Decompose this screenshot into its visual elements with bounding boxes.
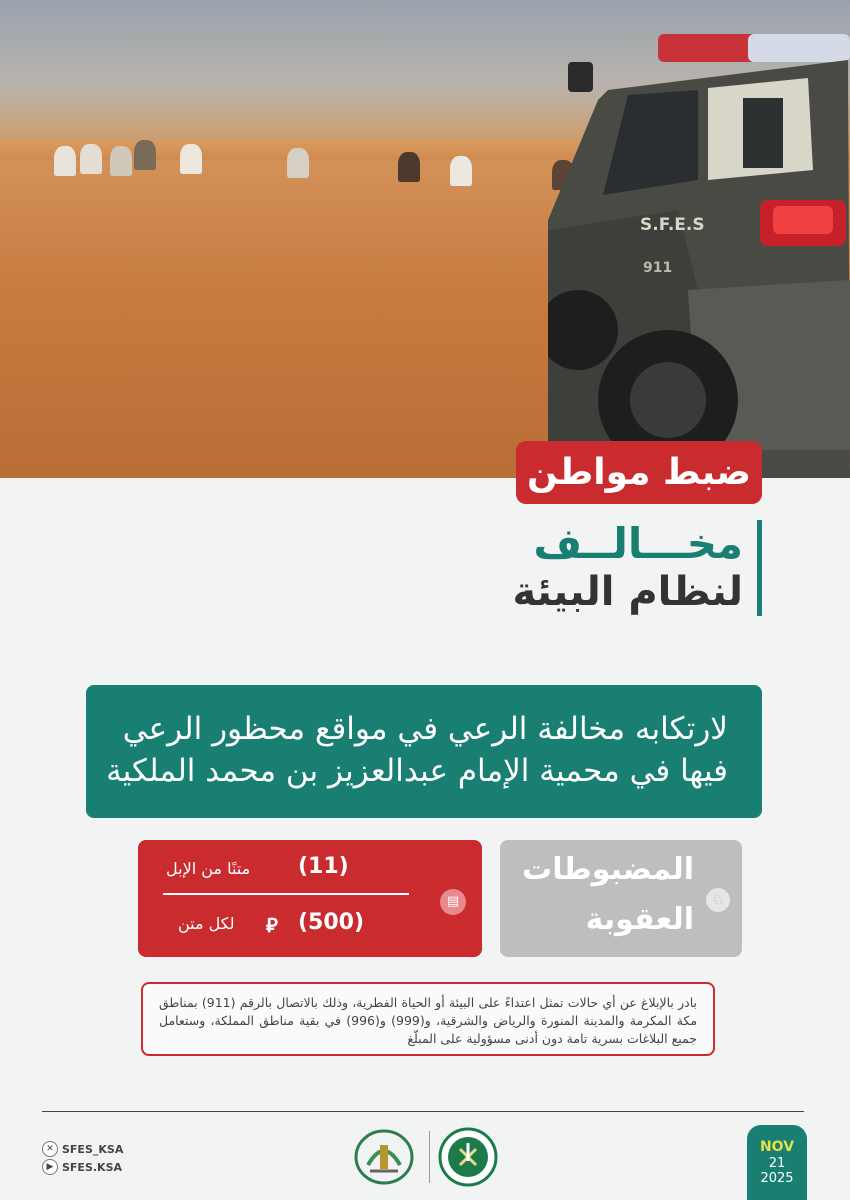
date-badge xyxy=(747,1125,807,1200)
date-month: NOV xyxy=(759,1139,795,1155)
camel-figure xyxy=(450,156,472,186)
report-notice xyxy=(141,982,715,1056)
camel-icon: ♘ xyxy=(706,888,730,912)
violator-line1: مخـــالــف xyxy=(533,519,743,568)
youtube-handle: SFES.KSA xyxy=(62,1160,123,1174)
date-day: 21 xyxy=(768,1156,786,1171)
camel-figure xyxy=(134,140,156,170)
footer-divider xyxy=(42,1111,804,1112)
headline-tag xyxy=(516,441,762,504)
x-account[interactable] xyxy=(42,1141,123,1157)
reason-line2: فيها في محمية الإمام عبدالعزيز بن محمد الملكية xyxy=(106,753,728,789)
reason-line1: لارتكابه مخالفة الرعي في مواقع محظور الرعي xyxy=(122,711,728,747)
values-card xyxy=(138,840,482,957)
violator-title xyxy=(512,520,762,616)
camel-figure xyxy=(80,144,102,174)
seized-label: المضبوطات xyxy=(522,852,694,887)
hero-photo xyxy=(0,0,850,478)
youtube-account[interactable] xyxy=(42,1159,122,1175)
date-year: 2025 xyxy=(760,1171,794,1186)
reason-box xyxy=(86,685,762,818)
riyal-symbol: ⃁ xyxy=(266,913,278,937)
violator-line2: لنظام البيئة xyxy=(512,569,743,615)
ministry-emblem-icon xyxy=(438,1127,498,1187)
penalty-label: العقوبة xyxy=(585,902,694,937)
youtube-icon: ▶ xyxy=(42,1159,58,1175)
camel-figure xyxy=(287,148,309,178)
seized-desc: متنًا من الإبل xyxy=(166,859,251,878)
camel-figure xyxy=(54,146,76,176)
center-emblem-icon xyxy=(354,1127,414,1187)
notice-text: بادر بالإبلاغ عن أي حالات تمثل اعتداءً على البيئة أو الحياة الفطرية، وذلك بالاتصال بالرقم (911) بمناطق مكة المكرمة والمدينة المنورة والرياض والشرقية، و(999) و(996) في بقية مناطق المملكة، وستعامل جميع البلاغات بسرية تامة دون أدنى مسؤولية على المبلّغ xyxy=(159,995,698,1046)
x-handle: SFES_KSA xyxy=(62,1142,124,1156)
patrol-vehicle xyxy=(548,30,850,478)
values-divider xyxy=(163,893,409,895)
camel-figure xyxy=(110,146,132,176)
x-logo-icon: ✕ xyxy=(42,1141,58,1157)
camel-figure xyxy=(180,144,202,174)
cash-icon: ▤ xyxy=(440,889,466,915)
vehicle-number: 911 xyxy=(643,260,673,276)
penalty-desc: لكل متن xyxy=(178,914,235,933)
labels-card xyxy=(500,840,742,957)
camel-figure xyxy=(398,152,420,182)
vehicle-side-text: S.F.E.S xyxy=(640,215,705,235)
penalty-amount: (500) xyxy=(298,910,365,935)
seized-count: (11) xyxy=(298,854,349,879)
logo-separator xyxy=(429,1131,430,1183)
headline-tag-text: ضبط مواطن xyxy=(526,452,752,493)
